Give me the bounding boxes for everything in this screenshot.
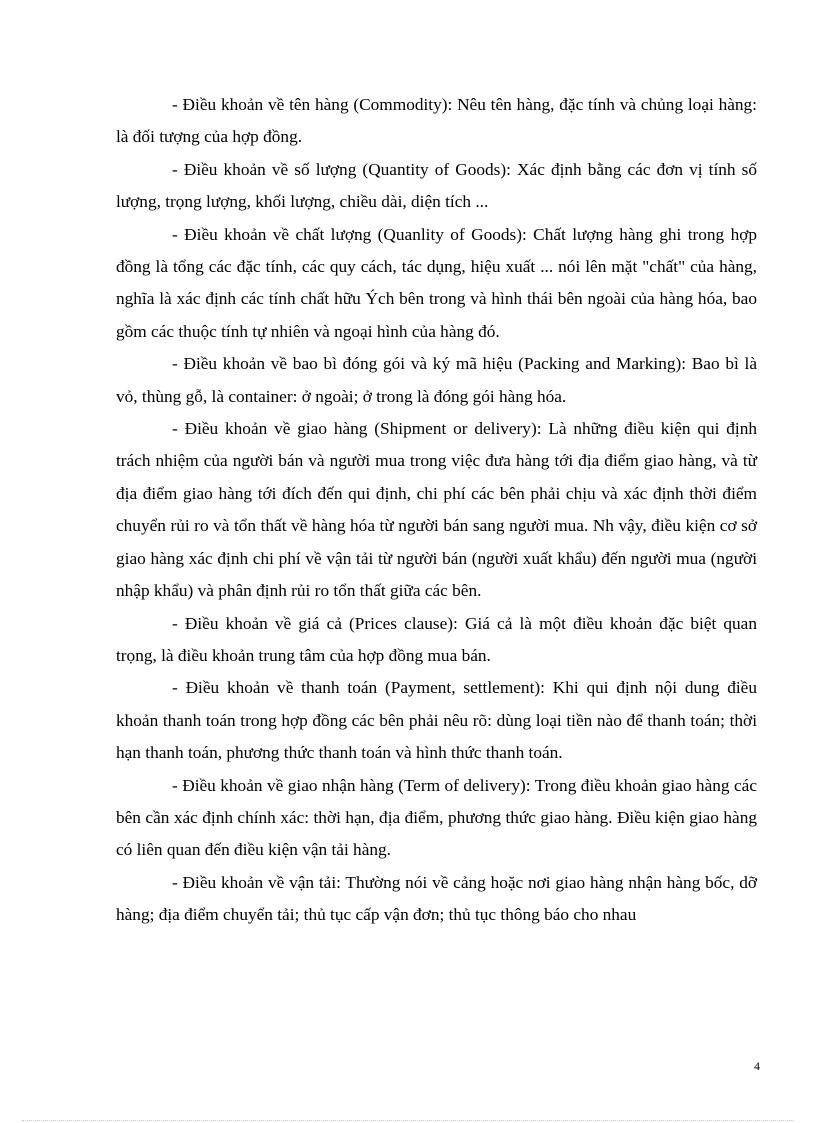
clause-quality: - Điều khoản về chất lượng (Quanlity of Goods): Chất lượng hàng ghi trong hợp đồng là tổng các đặc tính, các quy cách, tác dụng, hiệu xuất ... nói lên mặt "chất" của hàng, nghĩa là xác định các tính chất hữu Ých bên trong và hình thái bên ngoài của hàng hóa, bao gồm các thuộc tính tự nhiên và ngoại hình của hàng đó. — [116, 224, 757, 341]
page-bottom-border — [22, 1120, 794, 1121]
clause-shipment: - Điều khoản về giao hàng (Shipment or delivery): Là những điều kiện qui định trách nhiệm của người bán và người mua trong việc đưa hàng tới địa điểm giao hàng, và từ địa điểm giao hàng tới đích đến qui định, chi phí các bên phải chịu và xác định thời điểm chuyển rủi ro và tổn thất về hàng hóa từ người bán sang người mua. Nh vậy, điều kiện cơ sở giao hàng xác định chi phí về vận tải từ người bán (người xuất khẩu) đến người mua (người nhập khẩu) và phân định rủi ro tổn thất giữa các bên. — [116, 419, 757, 601]
clause-delivery: - Điều khoản về giao nhận hàng (Term of delivery): Trong điều khoản giao hàng các bên cần xác định chính xác: thời hạn, địa điểm, phương thức giao hàng. Điều kiện giao hàng có liên quan đến điều kiện vận tải hàng. — [116, 775, 757, 860]
clause-price: - Điều khoản về giá cả (Prices clause): Giá cả là một điều khoản đặc biệt quan trọng, là điều khoản trung tâm của hợp đồng mua bán. — [116, 613, 757, 665]
clause-transport: - Điều khoản về vận tải: Thường nói về cảng hoặc nơi giao hàng nhận hàng bốc, dỡ hàng; địa điểm chuyển tải; thủ tục cấp vận đơn; thủ tục thông báo cho nhau — [116, 872, 757, 925]
clause-commodity: - Điều khoản về tên hàng (Commodity): Nêu tên hàng, đặc tính và chủng loại hàng: là đối tượng của hợp đồng. — [116, 95, 757, 147]
page-number: 4 — [754, 1059, 760, 1073]
body-text — [116, 89, 757, 932]
clause-packing-marking: - Điều khoản về bao bì đóng gói và ký mã hiệu (Packing and Marking): Bao bì là vỏ, thùng gỗ, là container: ở ngoài; ở trong là đóng gói hàng hóa. — [116, 354, 757, 406]
clause-payment: - Điều khoản về thanh toán (Payment, settlement): Khi qui định nội dung điều khoản thanh toán trong hợp đồng các bên phải nêu rõ: dùng loại tiền nào để thanh toán; thời hạn thanh toán, phương thức thanh toán và hình thức thanh toán. — [116, 678, 757, 763]
clause-quantity: - Điều khoản về số lượng (Quantity of Goods): Xác định bằng các đơn vị tính số lượng, trọng lượng, khối lượng, chiều dài, diện tích ... — [116, 159, 757, 212]
